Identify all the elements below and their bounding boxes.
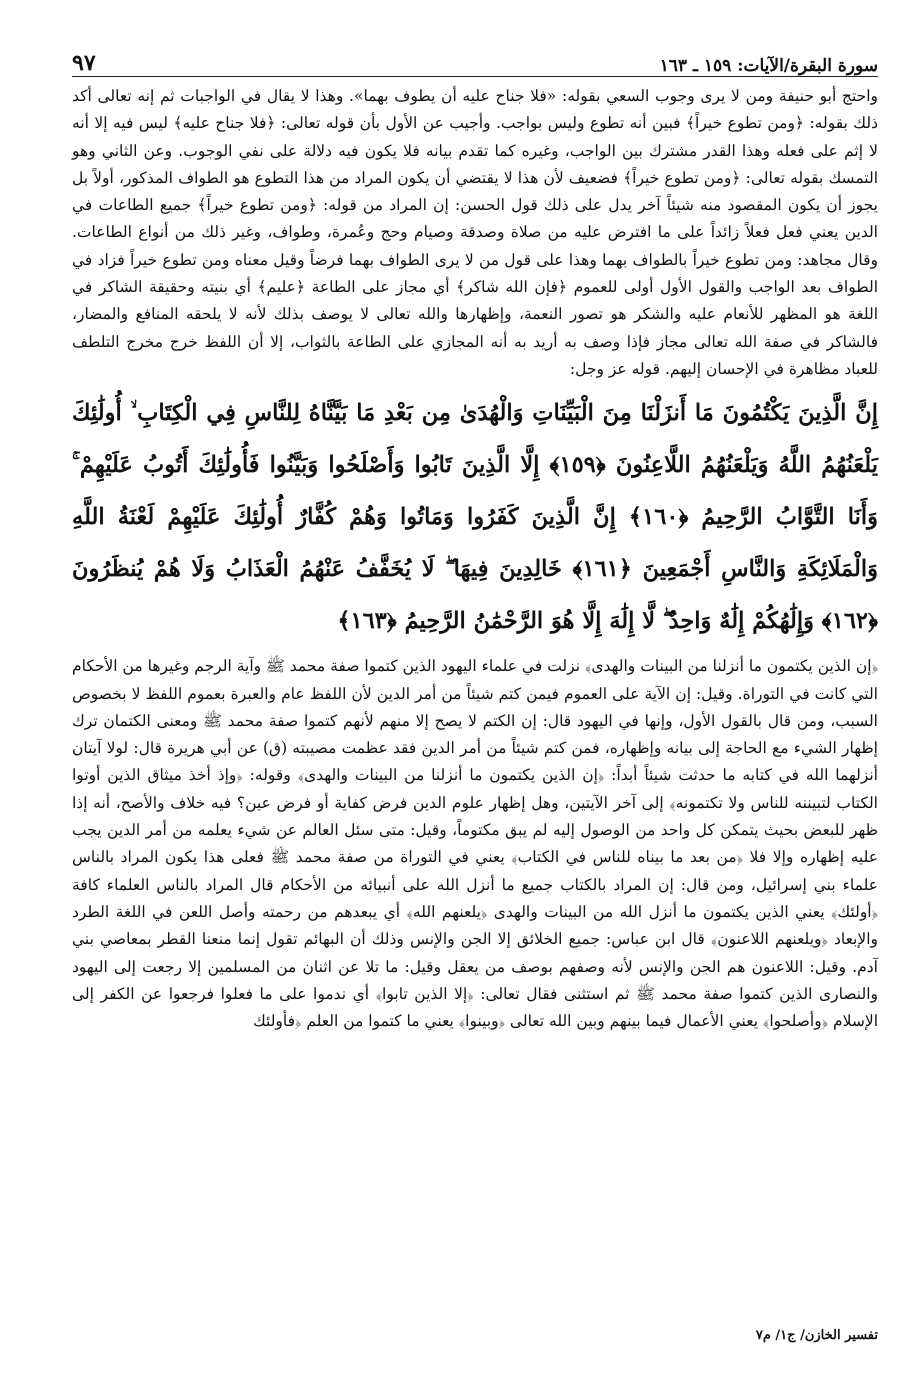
- footer-signature-note: تفسير الخازن/ ج١/ م٧: [755, 1328, 878, 1343]
- body-text: [72, 83, 878, 1035]
- commentary-paragraph-1: واحتج أبو حنيفة ومن لا يرى وجوب السعي بقوله: «فلا جناح عليه أن يطوف بهما». وهذا لا يقال في الواجبات ثم إنه تعالى أكد ذلك بقوله: ﴿ومن تطوع خيراً﴾ فبين أنه تطوع وليس بواجب. وأجيب عن الأول بأن قوله تعالى: ﴿فلا جناح عليه﴾ ليس فيه إلا أنه لا إثم على فعله وهذا القدر مشترك بين الواجب، وغيره كما تقدم بيانه فلا يكون فيه دلالة على نفي الوجوب. وعن الثاني وهو التمسك بقوله تعالى: ﴿ومن تطوع خيراً﴾ فضعيف لأن هذا لا يقتضي أن يكون المراد من هذا التطوع هو الطواف المذكور، أولاً بل يجوز أن يكون المقصود منه شيئاً آخر يدل على ذلك قول الحسن: إن المراد من قوله: ﴿ومن تطوع خيراً﴾ جميع الطاعات في الدين يعني فعل فعلاً زائداً على ما افترض عليه من صلاة وصدقة وصيام وحج وعُمرة، وطواف، وغير ذلك من أنواع الطاعات. وقال مجاهد: ومن تطوع خيراً بالطواف بهما وهذا على قول من لا يرى الطواف بهما فرضاً وقيل معناه ومن تطوع خيراً فزاد في الطواف بعد الواجب والقول الأول أولى للعموم ﴿فإن الله شاكر﴾ أي مجاز على الطاعة ﴿عليم﴾ أي بنيته وحقيقة الشاكر في اللغة هو المظهر للأنعام عليه والشكر هو تصور النعمة، وإظهارها والله تعالى لا يوصف بذلك لأنه لا يلحقه المنافع والمضار، فالشاكر في صفة الله تعالى مجاز فإذا وصف به أريد به أنه المجازي على الطاعة بالثواب، إلا أن اللفظ خرج مخرج التلطف للعباد مظاهرة في الإحسان إليهم. قوله عز وجل:: [72, 87, 878, 378]
- page-header: [72, 40, 878, 77]
- page-number: ٩٧: [72, 50, 96, 76]
- commentary-paragraph-2: ﴿إن الذين يكتمون ما أنزلنا من البينات والهدى﴾ نزلت في علماء اليهود الذين كتموا صفة محمد ﷺ وآية الرجم وغيرها من الأحكام التي كانت في التوراة. وقيل: إن الآية على العموم فيمن كتم شيئاً من أمر الدين لأن اللفظ عام والعبرة بعموم اللفظ لا بخصوص السبب، ومن قال بالقول الأول، وإنها في اليهود قال: إن الكتم لا يصح إلا منهم لأنهم كتموا صفة محمد ﷺ ومعنى الكتمان ترك إظهار الشيء مع الحاجة إلى بيانه وإظهاره، فمن كتم شيئاً من أمر الدين فقد عظمت مصيبته (ق) عن أبي هريرة قال: لولا آيتان أنزلهما الله في كتابه ما حدثت شيئاً أبداً: ﴿إن الذين يكتمون ما أنزلنا من البينات والهدى﴾ وقوله: ﴿وإذ أخذ ميثاق الذين أوتوا الكتاب لتبيننه للناس ولا تكتمونه﴾ إلى آخر الآيتين، وهل إظهار علوم الدين فرض كفاية أو فرض عين؟ فيه خلاف والأصح، أنه إذا ظهر للبعض بحيث يتمكن كل واحد من الوصول إليه لم يبق مكتوماً، وقيل: متى سئل العالم عن شيء يعلمه من أمر الدين يجب عليه إظهاره وإلا فلا ﴿من بعد ما بيناه للناس في الكتاب﴾ يعني في التوراة من صفة محمد ﷺ فعلى هذا يكون المراد بالناس علماء بني إسرائيل، ومن قال: إن المراد بالكتاب جميع ما أنزل الله على أنبيائه من الأحكام قال المراد بالناس العلماء كافة ﴿أولئك﴾ يعني الذين يكتمون ما أنزل الله من البينات والهدى ﴿يلعنهم الله﴾ أي يبعدهم من رحمته وأصل اللعن في اللغة الطرد والإبعاد ﴿ويلعنهم اللاعنون﴾ قال ابن عباس: جميع الخلائق إلا الجن والإنس وذلك أن البهائم تقول إنما منعنا القطر بمعاصي بني آدم. وقيل: اللاعنون هم الجن والإنس لأنه وصفهم بوصف من يعقل وقيل: ما تلا عن اثنان من المسلمين إلا رجعت إلى اليهود والنصارى الذين كتموا صفة محمد ﷺ ثم استثنى فقال تعالى: ﴿إلا الذين تابوا﴾ أي ندموا على ما فعلوا فرجعوا عن الكفر إلى الإسلام ﴿وأصلحوا﴾ يعني الأعمال فيما بينهم وبين الله تعالى ﴿وبينوا﴾ يعني ما كتموا من العلم ﴿فأولئك: [72, 657, 878, 1031]
- document-page: [72, 40, 878, 1343]
- running-title: سورة البقرة/الآيات: ١٥٩ ـ ١٦٣: [659, 56, 878, 76]
- quran-verses-block: إِنَّ الَّذِينَ يَكْتُمُونَ مَا أَنزَلْنَا مِنَ الْبَيِّنَاتِ وَالْهُدَىٰ مِن بَعْدِ مَا بَيَّنَّاهُ لِلنَّاسِ فِي الْكِتَابِ ۙ أُولَٰئِكَ يَلْعَنُهُمُ اللَّهُ وَيَلْعَنُهُمُ اللَّاعِنُونَ ﴿١٥٩﴾ إِلَّا الَّذِينَ تَابُوا وَأَصْلَحُوا وَبَيَّنُوا فَأُولَٰئِكَ أَتُوبُ عَلَيْهِمْ ۚ وَأَنَا التَّوَّابُ الرَّحِيمُ ﴿١٦٠﴾ إِنَّ الَّذِينَ كَفَرُوا وَمَاتُوا وَهُمْ كُفَّارٌ أُولَٰئِكَ عَلَيْهِمْ لَعْنَةُ اللَّهِ وَالْمَلَائِكَةِ وَالنَّاسِ أَجْمَعِينَ ﴿١٦١﴾ خَالِدِينَ فِيهَا ۖ لَا يُخَفَّفُ عَنْهُمُ الْعَذَابُ وَلَا هُمْ يُنظَرُونَ ﴿١٦٢﴾ وَإِلَٰهُكُمْ إِلَٰهٌ وَاحِدٌ ۖ لَّا إِلَٰهَ إِلَّا هُوَ الرَّحْمَٰنُ الرَّحِيمُ ﴿١٦٣﴾: [72, 400, 878, 635]
